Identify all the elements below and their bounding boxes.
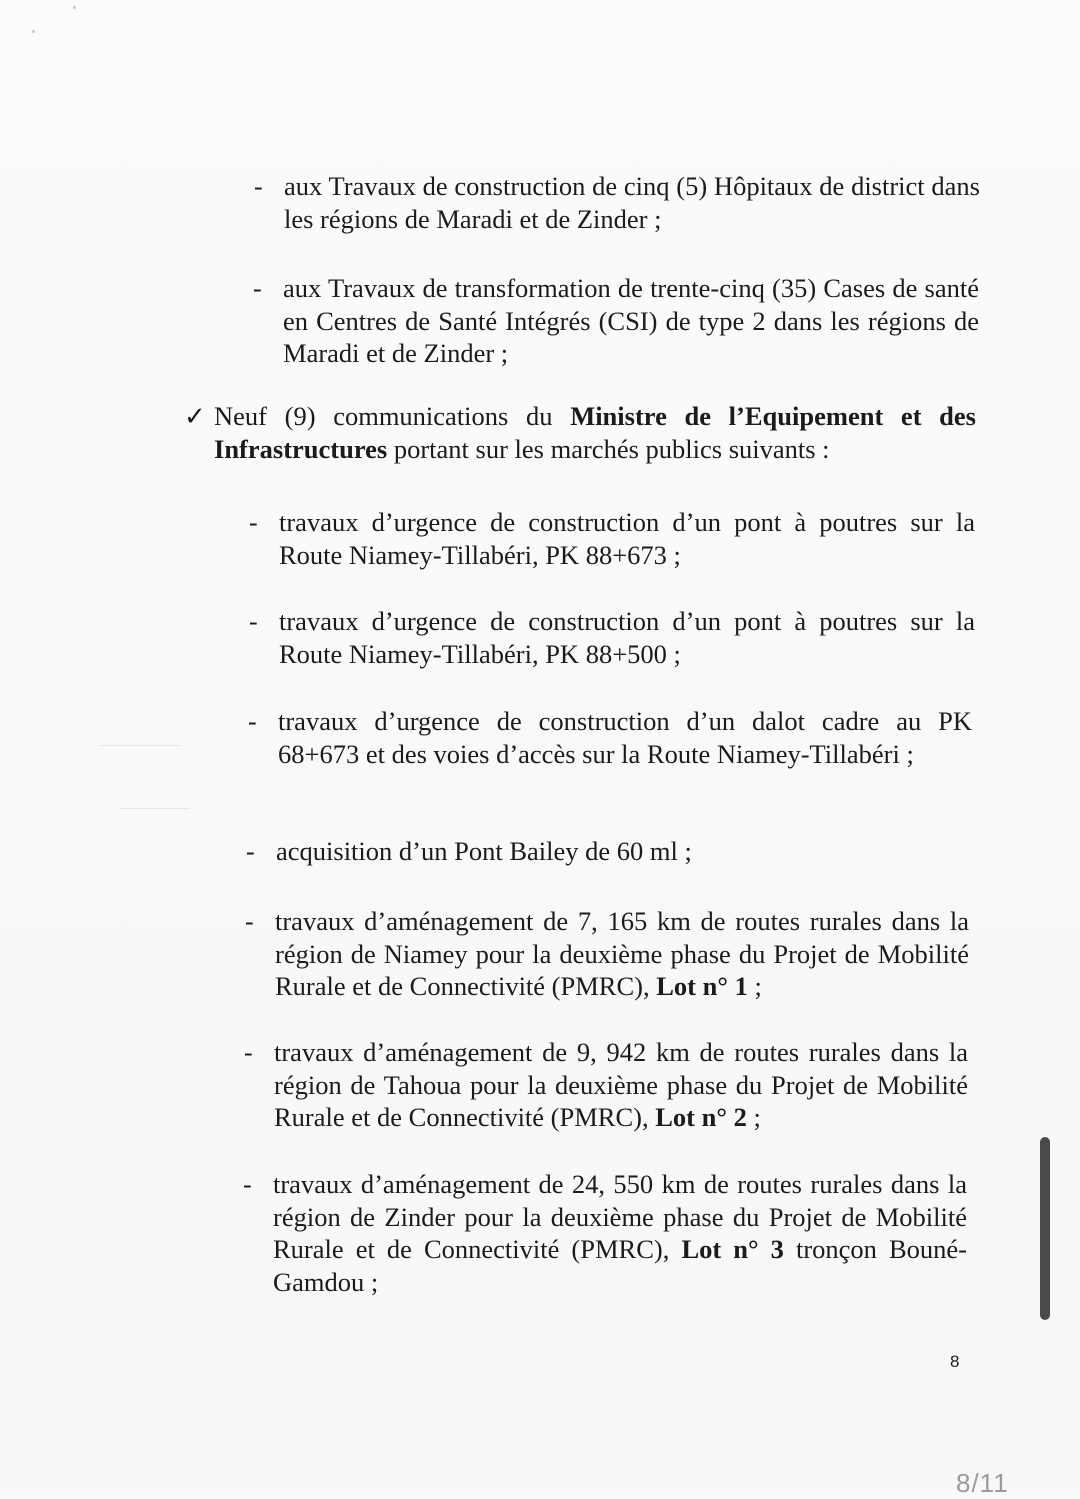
page-speck	[73, 6, 76, 9]
dash-bullet: -	[245, 907, 254, 936]
section-suffix: portant sur les marchés publics suivants :	[387, 433, 830, 464]
lot-label: Lot n° 2	[655, 1102, 747, 1132]
page-fold-line	[100, 745, 180, 746]
list-item-text	[274, 1036, 968, 1134]
dash-bullet: -	[244, 1038, 253, 1067]
checkmark-icon: ✓	[184, 402, 206, 431]
list-item-text: travaux d’urgence de construction d’un dalot cadre au PK 68+673 et des voies d’accès sur la Route Niamey-Tillabéri ;	[278, 706, 972, 769]
list-item-main: travaux d’aménagement de 24, 550 km de routes rurales dans la région de Zinder pour la deuxième phase du Projet de Mobilité Rurale et de Connectivité (PMRC),	[273, 1169, 967, 1264]
list-item-main: travaux d’aménagement de 7, 165 km de routes rurales dans la région de Niamey pour la deuxième phase du Projet de Mobilité Rurale et de Connectivité (PMRC),	[275, 906, 969, 1001]
lot-label: Lot n° 3	[681, 1234, 784, 1264]
list-item	[245, 905, 969, 1003]
list-item-tail: tronçon Bouné-Gamdou ;	[273, 1234, 967, 1297]
list-item	[244, 1036, 968, 1134]
list-item-text	[273, 1168, 967, 1298]
list-item	[249, 506, 975, 571]
section-prefix: Neuf (9) communications du	[214, 401, 571, 431]
section-bold: Ministre de l’Equipement et des Infrastructures	[214, 401, 976, 464]
list-item	[253, 272, 979, 370]
list-item-text: aux Travaux de transformation de trente-cinq (35) Cases de santé en Centres de Santé Intégrés (CSI) de type 2 dans les régions de Maradi et de Zinder ;	[283, 273, 979, 368]
list-item	[246, 835, 970, 868]
scrollbar-thumb[interactable]	[1040, 1137, 1050, 1320]
list-item	[248, 705, 972, 770]
dash-bullet: -	[249, 508, 258, 537]
list-item	[243, 1168, 967, 1298]
list-item-text: travaux d’urgence de construction d’un pont à poutres sur la Route Niamey-Tillabéri, PK 88+500 ;	[279, 606, 975, 669]
list-item	[254, 170, 980, 235]
list-item-main: travaux d’aménagement de 9, 942 km de routes rurales dans la région de Tahoua pour la deuxième phase du Projet de Mobilité Rurale et de Connectivité (PMRC),	[274, 1037, 968, 1132]
section-heading	[184, 400, 976, 465]
section-heading-text	[184, 400, 976, 465]
page-speck	[32, 30, 35, 33]
page-counter: 8/11	[956, 1468, 1009, 1498]
list-item-tail: ;	[747, 971, 762, 1001]
dash-bullet: -	[253, 274, 262, 303]
lot-label: Lot n° 1	[656, 971, 748, 1001]
list-item-text: aux Travaux de construction de cinq (5) Hôpitaux de district dans les régions de Maradi et de Zinder ;	[284, 171, 980, 234]
list-item-tail: ;	[746, 1102, 761, 1132]
dash-bullet: -	[249, 607, 258, 636]
page-number: 8	[950, 1352, 960, 1371]
dash-bullet: -	[246, 837, 255, 866]
page-fold-line	[120, 808, 190, 809]
list-item	[249, 605, 975, 670]
dash-bullet: -	[243, 1170, 252, 1199]
dash-bullet: -	[254, 172, 263, 201]
list-item-text	[275, 905, 969, 1003]
dash-bullet: -	[248, 707, 257, 736]
list-item-text: acquisition d’un Pont Bailey de 60 ml ;	[276, 836, 692, 866]
list-item-text: travaux d’urgence de construction d’un pont à poutres sur la Route Niamey-Tillabéri, PK 88+673 ;	[279, 507, 975, 570]
